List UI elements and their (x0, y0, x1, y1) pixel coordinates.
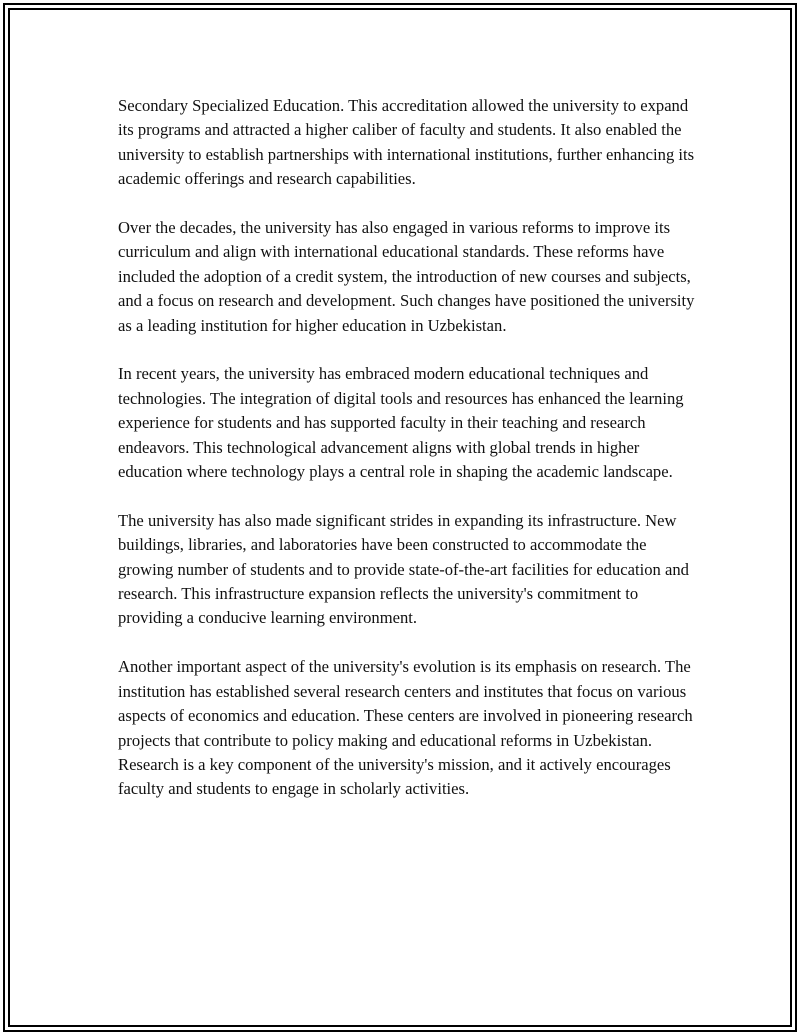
paragraph-technology: In recent years, the university has embraced modern educational techniques and technologies. The integration of digital tools and resources has enhanced the learning experience for students and has supported faculty in their teaching and research endeavors. This technological advancement aligns with global trends in higher education where technology plays a central role in shaping the academic landscape. (118, 364, 684, 482)
document-body (118, 94, 698, 826)
paragraph-accreditation: Secondary Specialized Education. This accreditation allowed the university to expand its programs and attracted a higher caliber of faculty and students. It also enabled the university to establish partnerships with international institutions, further enhancing its academic offerings and research capabilities. (118, 96, 695, 189)
paragraph-research: Another important aspect of the university's evolution is its emphasis on research. The institution has established several research centers and institutes that focus on various aspects of economics and education. These centers are involved in pioneering research projects that contribute to policy making and educational reforms in Uzbekistan. Research is a key component of the university's mission, and it actively encourages faculty and students to engage in scholarly activities. (118, 657, 693, 799)
paragraph-infrastructure: The university has also made significant strides in expanding its infrastructure. New buildings, libraries, and laboratories have been constructed to accommodate the growing number of students and to provide state-of-the-art facilities for education and research. This infrastructure expansion reflects the university's commitment to providing a conducive learning environment. (118, 510, 689, 628)
paragraph-reforms: Over the decades, the university has also engaged in various reforms to improve its curriculum and align with international educational standards. These reforms have included the adoption of a credit system, the introduction of new courses and subjects, and a focus on research and development. Such changes have positioned the university as a leading institution for higher education in Uzbekistan. (118, 218, 695, 335)
